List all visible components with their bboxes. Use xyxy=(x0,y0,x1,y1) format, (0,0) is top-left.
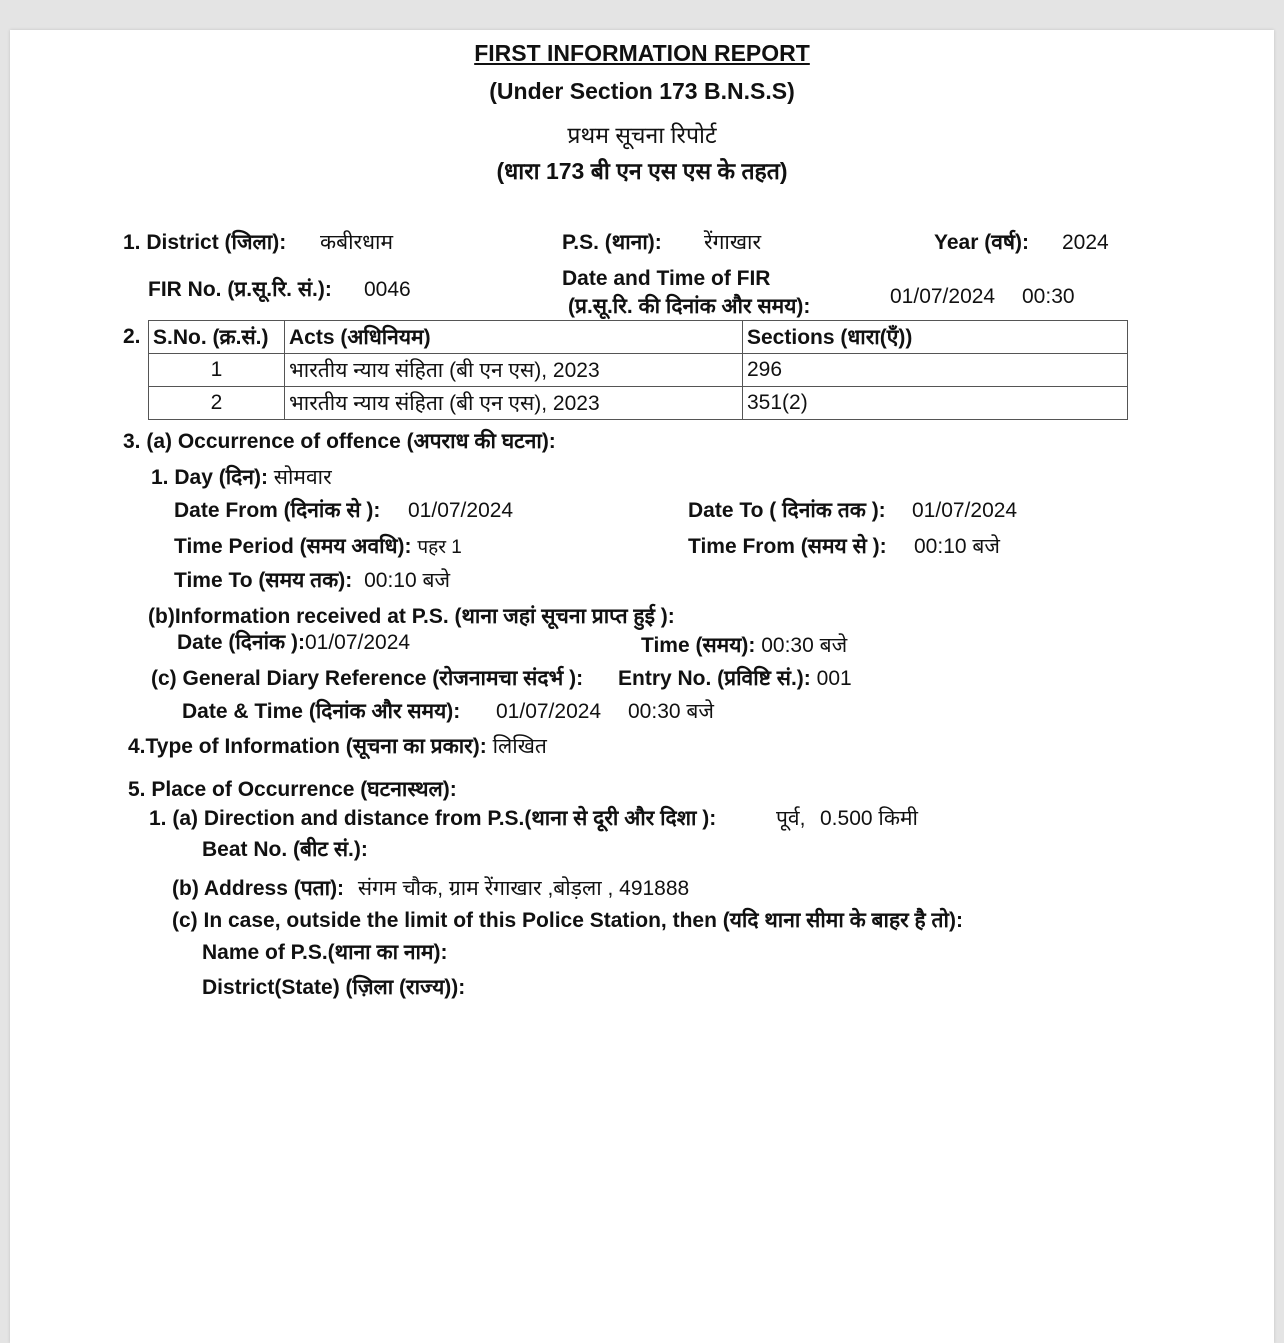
col-sno-header: S.No. (क्र.सं.) xyxy=(149,321,285,354)
fir-no-label: FIR No. (प्र.सू.रि. सं.): xyxy=(148,278,332,301)
district-value: कबीरधाम xyxy=(320,231,394,254)
row-act: भारतीय न्याय संहिता (बी एन एस), 2023 xyxy=(285,354,743,387)
distance-value: 0.500 किमी xyxy=(820,807,918,830)
row-sno: 1 xyxy=(149,354,285,387)
report-subtitle: (Under Section 173 B.N.S.S) xyxy=(489,78,795,104)
info-time-row xyxy=(641,635,847,656)
time-to-row xyxy=(174,570,450,591)
time-period-label: Time Period (समय अवधि): xyxy=(174,535,412,558)
info-received-label: (b)Information received at P.S. (थाना जहां सूचना प्राप्त हुई ): xyxy=(148,605,675,628)
day-value: सोमवार xyxy=(273,466,332,489)
gd-datetime-label: Date & Time (दिनांक और समय): xyxy=(182,700,461,723)
info-date-row xyxy=(177,632,410,653)
col-acts-header: Acts (अधिनियम) xyxy=(285,321,743,354)
info-time-value: 00:30 बजे xyxy=(761,634,848,657)
occurrence-heading: 3. (a) Occurrence of offence (अपराध की घटना): xyxy=(123,430,556,453)
gd-date-value: 01/07/2024 xyxy=(496,700,602,723)
ps-value: रेंगाखार xyxy=(704,231,762,254)
direction-value: पूर्व, xyxy=(776,807,806,830)
date-from-label: Date From (दिनांक से ): xyxy=(174,499,381,522)
day-row xyxy=(151,467,332,488)
date-from-value: 01/07/2024 xyxy=(408,499,514,522)
date-to-label: Date To ( दिनांक तक ): xyxy=(688,499,886,522)
row-act: भारतीय न्याय संहिता (बी एन एस), 2023 xyxy=(285,387,743,420)
entry-row xyxy=(618,668,852,689)
gd-time-value: 00:30 बजे xyxy=(628,700,714,723)
info-date-value: 01/07/2024 xyxy=(304,631,411,654)
ps-name-label: Name of P.S.(थाना का नाम): xyxy=(202,941,448,964)
district-label: 1. District (जिला): xyxy=(123,231,287,254)
report-title: FIRST INFORMATION REPORT xyxy=(474,40,810,66)
fir-time-value: 00:30 xyxy=(1022,285,1075,308)
address-label: (b) Address (पता): xyxy=(172,877,345,900)
time-period-row xyxy=(174,536,462,557)
entry-value: 001 xyxy=(816,667,852,690)
time-to-value: 00:10 बजे xyxy=(364,569,451,592)
entry-label: Entry No. (प्रविष्टि सं.): xyxy=(618,667,811,690)
fir-date-value: 01/07/2024 xyxy=(890,285,996,308)
place-heading: 5. Place of Occurrence (घटनास्थल): xyxy=(128,778,457,801)
address-row xyxy=(172,878,689,899)
beat-no-label: Beat No. (बीट सं.): xyxy=(202,838,368,861)
fir-page xyxy=(10,30,1274,1343)
table-row xyxy=(149,387,1128,420)
fir-no-value: 0046 xyxy=(364,278,411,301)
fir-datetime-label-hindi: (प्र.सू.रि. की दिनांक और समय): xyxy=(568,295,811,318)
year-label: Year (वर्ष): xyxy=(934,231,1030,254)
fir-datetime-label: Date and Time of FIR xyxy=(562,267,771,290)
gd-reference-label: (c) General Diary Reference (रोजनामचा संदर्भ ): xyxy=(151,667,584,690)
time-period-value: पहर 1 xyxy=(417,537,462,558)
day-label: 1. Day (दिन): xyxy=(151,466,268,489)
address-value: संगम चौक, ग्राम रेंगाखार ,बोड़ला , 491888 xyxy=(357,877,690,900)
report-subtitle-hindi: (धारा 173 बी एन एस एस के तहत) xyxy=(496,158,788,184)
row-sno: 2 xyxy=(149,387,285,420)
info-type-label: 4.Type of Information (सूचना का प्रकार): xyxy=(128,735,487,758)
section-2-number: 2. xyxy=(123,325,141,348)
date-to-value: 01/07/2024 xyxy=(912,499,1018,522)
outside-limit-label: (c) In case, outside the limit of this Police Station, then (यदि थाना सीमा के बाहर है तो): xyxy=(172,909,963,932)
info-type-value: लिखित xyxy=(492,735,547,758)
time-from-value: 00:10 बजे xyxy=(914,535,1000,558)
row-section: 351(2) xyxy=(743,387,1128,420)
time-from-label: Time From (समय से ): xyxy=(688,535,887,558)
acts-table xyxy=(148,320,1128,420)
report-title-hindi: प्रथम सूचना रिपोर्ट xyxy=(567,122,717,148)
info-time-label: Time (समय): xyxy=(641,634,756,657)
info-date-label: Date (दिनांक ): xyxy=(177,631,305,654)
year-value: 2024 xyxy=(1062,231,1109,254)
direction-label: 1. (a) Direction and distance from P.S.(थाना से दूरी और दिशा ): xyxy=(149,807,717,830)
row-section: 296 xyxy=(743,354,1128,387)
col-sections-header: Sections (धारा(एँ)) xyxy=(743,321,1128,354)
district-state-label: District(State) (ज़िला (राज्य)): xyxy=(202,976,466,999)
info-type-row xyxy=(128,736,547,757)
ps-label: P.S. (थाना): xyxy=(562,231,662,254)
time-to-label: Time To (समय तक): xyxy=(174,569,353,592)
acts-table-header xyxy=(149,321,1128,354)
table-row xyxy=(149,354,1128,387)
